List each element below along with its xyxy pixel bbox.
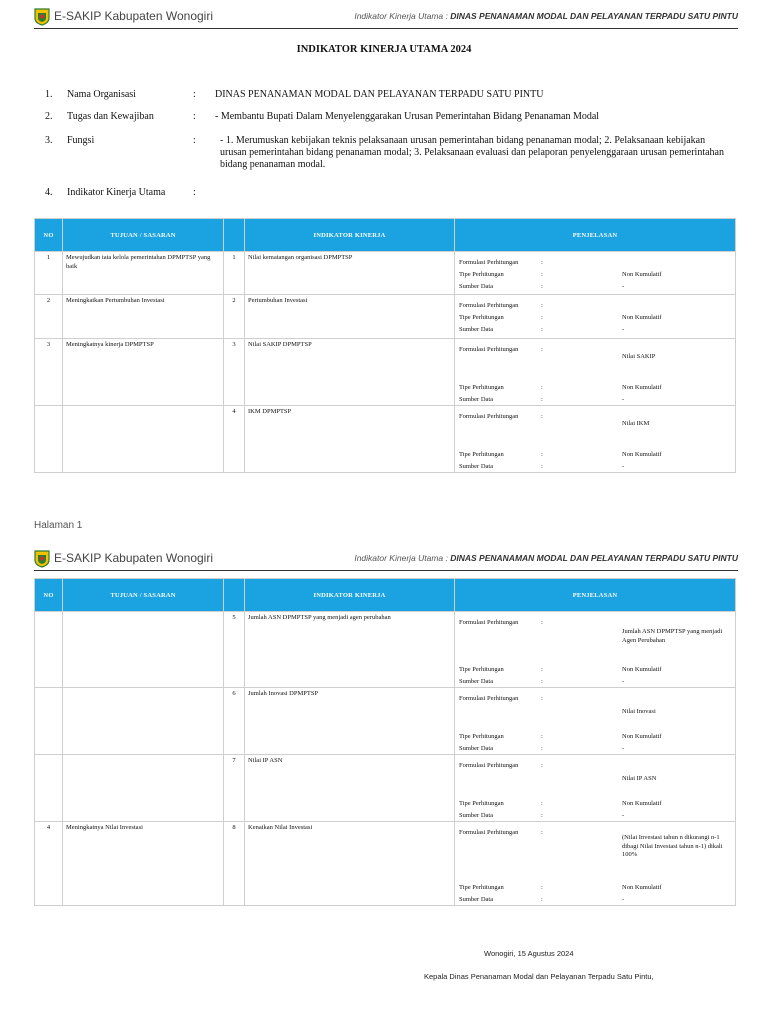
penjelasan-label: Sumber Data [459, 283, 494, 290]
header-doc-label: Indikator Kinerja Utama : [354, 11, 451, 21]
signature-position: Kepala Dinas Penanaman Modal dan Pelayanan Terpadu Satu Pintu, [424, 972, 654, 981]
table-row [35, 406, 736, 473]
formulasi-line [459, 762, 739, 771]
info-number: 3. [45, 135, 53, 146]
indicator-cell: Kenaikan Nilai Investasi [245, 822, 455, 906]
penjelasan-colon: : [541, 283, 543, 290]
sumber-line [459, 678, 739, 687]
penjelasan-value: - [622, 463, 625, 470]
penjelasan-colon: : [541, 678, 543, 685]
formulasi-value: Jumlah ASN DPMPTSP yang menjadi Agen Perubahan [622, 628, 723, 644]
tujuan-cell: Meningkatkan Pertumbuhan Investasi [63, 295, 224, 339]
penjelasan-cell [455, 406, 736, 473]
penjelasan-value: - [622, 812, 625, 819]
penjelasan-colon: : [541, 314, 543, 321]
row-number: 4 [35, 822, 63, 906]
iku-table [34, 578, 736, 906]
penjelasan-colon: : [541, 884, 543, 891]
penjelasan-label: Formulasi Perhitungan [459, 413, 519, 420]
tipe-line [459, 271, 739, 280]
formulasi-line [459, 619, 739, 628]
document-title: INDIKATOR KINERJA UTAMA 2024 [296, 44, 472, 55]
info-value: DINAS PENANAMAN MODAL DAN PELAYANAN TERPADU SATU PINTU [215, 89, 544, 100]
tipe-line [459, 884, 739, 893]
penjelasan-value: Non Kumulatif [622, 314, 662, 321]
sumber-line [459, 745, 739, 754]
signature-date: Wonogiri, 15 Agustus 2024 [484, 949, 574, 958]
row-number [35, 688, 63, 755]
indicator-cell: Jumlah Inovasi DPMPTSP [245, 688, 455, 755]
penjelasan-label: Tipe Perhitungan [459, 733, 504, 740]
penjelasan-colon: : [541, 695, 543, 702]
info-value: - 1. Merumuskan kebijakan teknis pelaksanaan urusan pemerintahan bidang penanaman modal; 2. Pelaksanaan kebijakan urusan pemerintahan bidang penanaman modal; 3. Pelaksanaan evaluasi dan pelaporan penyelenggaraan urusan pemerintahan bidang penanaman modal. [220, 135, 724, 170]
tipe-line [459, 666, 739, 675]
formulasi-line [459, 302, 739, 311]
penjelasan-label: Formulasi Perhitungan [459, 302, 519, 309]
penjelasan-value: Non Kumulatif [622, 666, 662, 673]
indicator-number: 6 [224, 688, 245, 755]
indicator-number: 8 [224, 822, 245, 906]
penjelasan-colon: : [541, 666, 543, 673]
sumber-line [459, 463, 739, 472]
row-number [35, 612, 63, 688]
penjelasan-value: - [622, 896, 625, 903]
header-org-name: DINAS PENANAMAN MODAL DAN PELAYANAN TERPADU SATU PINTU [450, 553, 738, 563]
penjelasan-colon: : [541, 619, 543, 626]
info-colon: : [193, 135, 196, 146]
penjelasan-colon: : [541, 451, 543, 458]
penjelasan-colon: : [541, 800, 543, 807]
penjelasan-value: Non Kumulatif [622, 800, 662, 807]
tipe-line [459, 314, 739, 323]
formulasi-line [459, 695, 739, 704]
page-header [34, 548, 738, 571]
penjelasan-label: Sumber Data [459, 896, 494, 903]
penjelasan-cell [455, 339, 736, 406]
col-header-no: NO [35, 579, 63, 612]
info-label: Fungsi [67, 135, 95, 146]
sumber-line [459, 283, 739, 292]
penjelasan-label: Formulasi Perhitungan [459, 346, 519, 353]
penjelasan-label: Sumber Data [459, 463, 494, 470]
penjelasan-colon: : [541, 271, 543, 278]
penjelasan-colon: : [541, 346, 543, 353]
penjelasan-colon: : [541, 326, 543, 333]
penjelasan-colon: : [541, 384, 543, 391]
row-number: 3 [35, 339, 63, 406]
info-colon: : [193, 111, 196, 122]
formulasi-value: Nilai SAKIP [622, 353, 656, 360]
penjelasan-colon: : [541, 396, 543, 403]
app-title: E-SAKIP Kabupaten Wonogiri [54, 551, 213, 565]
penjelasan-colon: : [541, 896, 543, 903]
penjelasan-value: Non Kumulatif [622, 733, 662, 740]
indicator-number: 4 [224, 406, 245, 473]
formulasi-value: (Nilai Investasi tahun n dikurangi n-1 dibagi Nilai Investasi tahun n-1) dikali 100% [622, 834, 723, 858]
row-number [35, 406, 63, 473]
indicator-number: 7 [224, 755, 245, 822]
sumber-line [459, 812, 739, 821]
formulasi-value: Nilai IKM [622, 420, 650, 427]
penjelasan-label: Tipe Perhitungan [459, 800, 504, 807]
indicator-cell: Pertumbuhan Investasi [245, 295, 455, 339]
header-doc-info [354, 11, 738, 21]
penjelasan-value: - [622, 283, 625, 290]
penjelasan-label: Tipe Perhitungan [459, 271, 504, 278]
tujuan-cell: Meningkatnya kinerja DPMPTSP [63, 339, 224, 406]
penjelasan-cell [455, 755, 736, 822]
info-label: Indikator Kinerja Utama [67, 187, 166, 198]
indicator-number: 2 [224, 295, 245, 339]
penjelasan-value: Non Kumulatif [622, 451, 662, 458]
indicator-number: 1 [224, 252, 245, 295]
penjelasan-value: - [622, 678, 625, 685]
penjelasan-label: Formulasi Perhitungan [459, 695, 519, 702]
iku-table [34, 218, 736, 473]
tipe-line [459, 384, 739, 393]
col-header-tujuan: TUJUAN / SASARAN [63, 579, 224, 612]
penjelasan-cell [455, 688, 736, 755]
penjelasan-label: Tipe Perhitungan [459, 384, 504, 391]
col-header-penjelasan: PENJELASAN [455, 219, 736, 252]
header-org-name: DINAS PENANAMAN MODAL DAN PELAYANAN TERPADU SATU PINTU [450, 11, 738, 21]
page-header [34, 6, 738, 29]
table-header-row [35, 219, 736, 252]
penjelasan-label: Formulasi Perhitungan [459, 762, 519, 769]
app-title: E-SAKIP Kabupaten Wonogiri [54, 9, 213, 23]
indicator-number: 5 [224, 612, 245, 688]
col-header-blank [224, 579, 245, 612]
info-number: 4. [45, 187, 53, 198]
table-row [35, 822, 736, 906]
indicator-cell: IKM DPMPTSP [245, 406, 455, 473]
penjelasan-label: Sumber Data [459, 745, 494, 752]
tujuan-cell [63, 688, 224, 755]
info-label: Nama Organisasi [67, 89, 136, 100]
info-label: Tugas dan Kewajiban [67, 111, 154, 122]
tipe-line [459, 451, 739, 460]
penjelasan-cell [455, 612, 736, 688]
tujuan-cell: Mewujudkan tata kelola pemerintahan DPMPTSP yang baik [63, 252, 224, 295]
table-row [35, 612, 736, 688]
penjelasan-value: Non Kumulatif [622, 884, 662, 891]
table-row [35, 755, 736, 822]
header-doc-label: Indikator Kinerja Utama : [354, 553, 451, 563]
penjelasan-cell [455, 252, 736, 295]
indicator-cell: Nilai SAKIP DPMPTSP [245, 339, 455, 406]
penjelasan-value: - [622, 396, 625, 403]
info-colon: : [193, 89, 196, 100]
penjelasan-colon: : [541, 463, 543, 470]
penjelasan-label: Sumber Data [459, 678, 494, 685]
table-header-row [35, 579, 736, 612]
formulasi-line [459, 259, 739, 268]
col-header-no: NO [35, 219, 63, 252]
indicator-cell: Nilai kematangan organisasi DPMPTSP [245, 252, 455, 295]
table-row [35, 252, 736, 295]
penjelasan-colon: : [541, 745, 543, 752]
sumber-line [459, 396, 739, 405]
penjelasan-colon: : [541, 413, 543, 420]
penjelasan-colon: : [541, 733, 543, 740]
penjelasan-colon: : [541, 812, 543, 819]
info-number: 1. [45, 89, 53, 100]
penjelasan-label: Tipe Perhitungan [459, 884, 504, 891]
wonogiri-emblem-icon [34, 550, 50, 568]
header-doc-info [354, 553, 738, 563]
col-header-indikator: INDIKATOR KINERJA [245, 219, 455, 252]
indicator-number: 3 [224, 339, 245, 406]
info-number: 2. [45, 111, 53, 122]
col-header-blank [224, 219, 245, 252]
table-row [35, 295, 736, 339]
row-number [35, 755, 63, 822]
tipe-line [459, 800, 739, 809]
sumber-line [459, 326, 739, 335]
row-number: 2 [35, 295, 63, 339]
tujuan-cell [63, 612, 224, 688]
formulasi-value: Nilai Inovasi [622, 708, 656, 715]
tipe-line [459, 733, 739, 742]
penjelasan-value: Non Kumulatif [622, 271, 662, 278]
penjelasan-cell [455, 822, 736, 906]
penjelasan-value: Non Kumulatif [622, 384, 662, 391]
info-value: - Membantu Bupati Dalam Menyelenggarakan Urusan Pemerintahan Bidang Penanaman Modal [215, 111, 600, 122]
penjelasan-colon: : [541, 829, 543, 836]
col-header-tujuan: TUJUAN / SASARAN [63, 219, 224, 252]
sumber-line [459, 896, 739, 905]
table-row [35, 339, 736, 406]
table-row [35, 688, 736, 755]
tujuan-cell: Meningkatnya Nilai Investasi [63, 822, 224, 906]
penjelasan-label: Tipe Perhitungan [459, 314, 504, 321]
wonogiri-emblem-icon [34, 8, 50, 26]
penjelasan-value: - [622, 326, 625, 333]
indicator-cell: Nilai IP ASN [245, 755, 455, 822]
formulasi-value: Nilai IP ASN [622, 775, 657, 782]
penjelasan-label: Formulasi Perhitungan [459, 259, 519, 266]
penjelasan-label: Tipe Perhitungan [459, 666, 504, 673]
penjelasan-label: Sumber Data [459, 396, 494, 403]
tujuan-cell [63, 406, 224, 473]
col-header-indikator: INDIKATOR KINERJA [245, 579, 455, 612]
tujuan-cell [63, 755, 224, 822]
row-number: 1 [35, 252, 63, 295]
penjelasan-label: Sumber Data [459, 326, 494, 333]
penjelasan-label: Tipe Perhitungan [459, 451, 504, 458]
penjelasan-colon: : [541, 762, 543, 769]
penjelasan-cell [455, 295, 736, 339]
penjelasan-label: Formulasi Perhitungan [459, 619, 519, 626]
indicator-cell: Jumlah ASN DPMPTSP yang menjadi agen perubahan [245, 612, 455, 688]
penjelasan-value: - [622, 745, 625, 752]
info-colon: : [193, 187, 196, 198]
penjelasan-colon: : [541, 259, 543, 266]
penjelasan-label: Formulasi Perhitungan [459, 829, 519, 836]
page-number: Halaman 1 [34, 520, 83, 531]
penjelasan-colon: : [541, 302, 543, 309]
penjelasan-label: Sumber Data [459, 812, 494, 819]
col-header-penjelasan: PENJELASAN [455, 579, 736, 612]
